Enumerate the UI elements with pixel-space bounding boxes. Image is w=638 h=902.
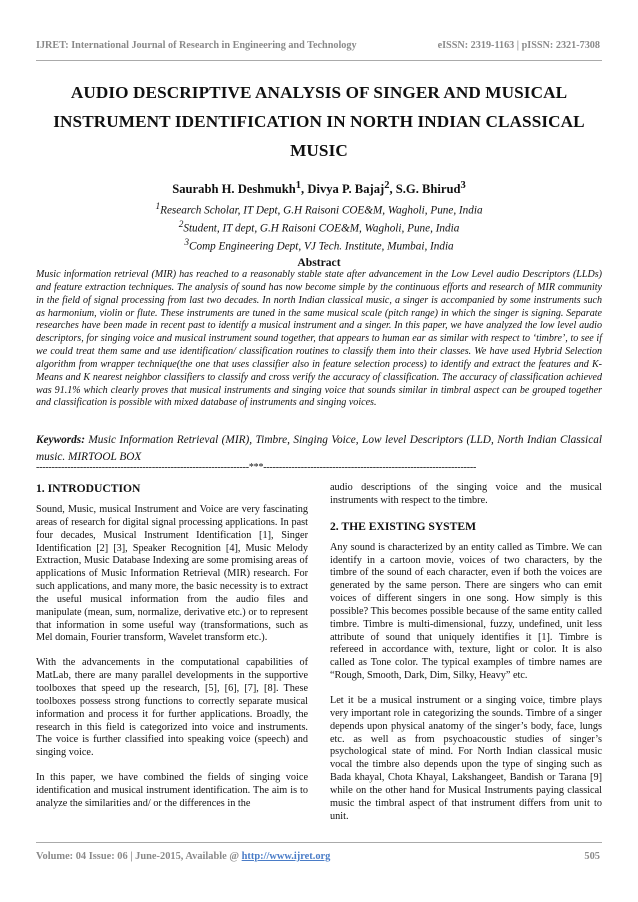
section-heading-existing-system: 2. THE EXISTING SYSTEM bbox=[330, 519, 477, 533]
footer-volume-text: Volume: 04 Issue: 06 | June-2015, Available @ bbox=[36, 851, 242, 862]
affiliation-text: Student, IT dept, G.H Raisoni COE&M, Wagholi, Pune, India bbox=[183, 222, 460, 235]
affiliation-text: Comp Engineering Dept, VJ Tech. Institute, Mumbai, India bbox=[189, 240, 454, 253]
section-heading-introduction: 1. INTRODUCTION bbox=[36, 482, 141, 495]
right-column bbox=[330, 482, 602, 835]
affiliation bbox=[40, 218, 598, 236]
header-rule bbox=[36, 60, 602, 61]
issn-info: eISSN: 2319-1163 | pISSN: 2321-7308 bbox=[437, 40, 600, 51]
title-line: MUSIC bbox=[290, 141, 348, 160]
paragraph: Sound, Music, musical Instrument and Voice are very fascinating areas of research for digital signal processing applications. In past four decades, Musical Instrument Identification [1], Singer Identification [2] [3], Speaker Recognition [4], Music Melody Extraction, Music Database Indexing are some promising areas of applications of Music Information Retrieval (MIR) research. For such applications, and many more, the basic necessity is to extract the useful musical information from the audio files and manipulate (mean, sum, normalize, derivative etc.) or to represent that information in some useful way (transformations, such as Mel domain, Fourier transform, Wavelet transform etc.). bbox=[36, 504, 308, 644]
author-list bbox=[40, 180, 598, 197]
affiliation-sup: 1 bbox=[155, 202, 161, 212]
author-name: Saurabh H. Deshmukh bbox=[172, 182, 296, 197]
footer-rule bbox=[36, 842, 602, 843]
author-sep: , bbox=[301, 182, 308, 197]
affiliations bbox=[40, 200, 598, 254]
title-line: AUDIO DESCRIPTIVE ANALYSIS OF SINGER AND MUSICAL bbox=[70, 83, 568, 102]
abstract-text: Music information retrieval (MIR) has reached to a reasonably stable state after advancement in the Low Level audio Descriptors (LLDs) and feature extraction techniques. The analysis of sound has now become simple by the continuous efforts and research of MIR community in the field of signal processing from last two decades. In north Indian classical music, a singer is accompanied by some instruments such as harmonium, violin or flute. These instruments are tuned in the same musical scale (pitch range) in which the singer is signing. Separate researches have been made in recent past to identify a musical instrument and a singer. In this paper, we have analyzed the low level audio descriptors, for singing voice and musical instrument sound together, that appears to human ear as similar with respect to ‘timbre’, to see if we could treat them same and use identification/ classification routines to classify them into their classes. We have used Hybrid Selection algorithm from wrapper technique(the one that uses classifier also in feature selection process) to identify and extract the features and K-Means and K nearest neighbor classifiers to classify and cross verify the accuracy of classification. The accuracy of classification achieved was 91.1% which clearly proves that musical instruments and singing voice that sounds similar in timbral aspect can be grouped together and classification is possible with mixed database of instruments and singing voices. bbox=[36, 269, 602, 409]
journal-link[interactable]: http://www.ijret.org bbox=[241, 851, 331, 862]
affiliation bbox=[40, 200, 598, 218]
author-sup: 1 bbox=[295, 180, 302, 191]
journal-name: IJRET: International Journal of Research in Engineering and Technology bbox=[36, 40, 357, 51]
author-sup: 3 bbox=[460, 180, 466, 191]
keywords bbox=[36, 432, 602, 466]
paragraph-continuation: audio descriptions of the singing voice and the musical instruments with respect to the timbre. bbox=[330, 482, 602, 506]
affiliation bbox=[40, 236, 598, 254]
author-sep: , bbox=[389, 182, 396, 197]
author-name: S.G. Bhirud bbox=[395, 182, 461, 197]
affiliation-text: Research Scholar, IT Dept, G.H Raisoni COE&M, Wagholi, Pune, India bbox=[160, 204, 483, 217]
paragraph: Any sound is characterized by an entity called as Timbre. We can identify in a cartoon movie, voices of two characters, by the timbre of the sound of each character, even if both the voices are generated by the same person. There are singers who can emit voices of different singers in one song. How simply is this possible? This becomes possible because of the same entity called timbre. Timbre is multi-dimensional, fuzzy, undefined, unit less attribute of sound that uniquely identifies it [1]. Timbre is refereed in accordance with, texture, light or color. It is also called as Tone color. The typical examples of timbre names are “Rough, Smooth, Dark, Dim, Silky, Heavy” etc. bbox=[330, 541, 602, 682]
affiliation-sup: 2 bbox=[178, 219, 184, 230]
left-column bbox=[36, 482, 308, 823]
paragraph: In this paper, we have combined the fields of singing voice identification and musical instrument identification. The aim is to analyze the similarities and/ or the differences in the bbox=[36, 772, 308, 809]
paragraph: With the advancements in the computational capabilities of MatLab, there are many parallel developments in the supportive toolboxes that speed up the research, [5], [6], [7], [8]. These toolboxes possess strong functions to correctly separate musical information and process it for further applications. Broadly, the research in this field is categorized into voice and instruments. The voice is further classified into speaking voice (speech) and singing voice. bbox=[36, 657, 308, 759]
page-number: 505 bbox=[584, 851, 600, 862]
abstract-heading: Abstract bbox=[297, 256, 341, 269]
keywords-text: Music Information Retrieval (MIR), Timbre, Singing Voice, Low level Descriptors (LLD, North Indian Classical music. MIRTOOL BOX bbox=[36, 434, 602, 463]
affiliation-sup: 3 bbox=[184, 237, 190, 248]
paragraph: Let it be a musical instrument or a singing voice, timbre plays very important role in categorizing the sounds. Timbre of a singer depends upon physical anatomy of the singer’s body, face, lungs etc. as well as from psychoacoustic studies of singer’s psychological state of mind. For North Indian classical music vocal the timbre also depends upon the type of singing such as Bada khayal, Chota Khayal, Lakshangeet, Bandish or Tarana [9] while on the other hand for Musical Instruments paying classical music the timbral aspect of that instrument differs from unit to unit. bbox=[330, 694, 602, 822]
title-line: INSTRUMENT IDENTIFICATION IN NORTH INDIAN CLASSICAL bbox=[53, 112, 585, 131]
author-name: Divya P. Bajaj bbox=[307, 182, 385, 197]
author-sup: 2 bbox=[384, 180, 390, 191]
paper-title bbox=[40, 78, 598, 165]
section-separator: --------------------------------------------------------------------***-------------------------------------------------------------------- bbox=[36, 462, 477, 473]
footer-volume bbox=[36, 851, 330, 862]
keywords-label: Keywords: bbox=[36, 434, 85, 446]
